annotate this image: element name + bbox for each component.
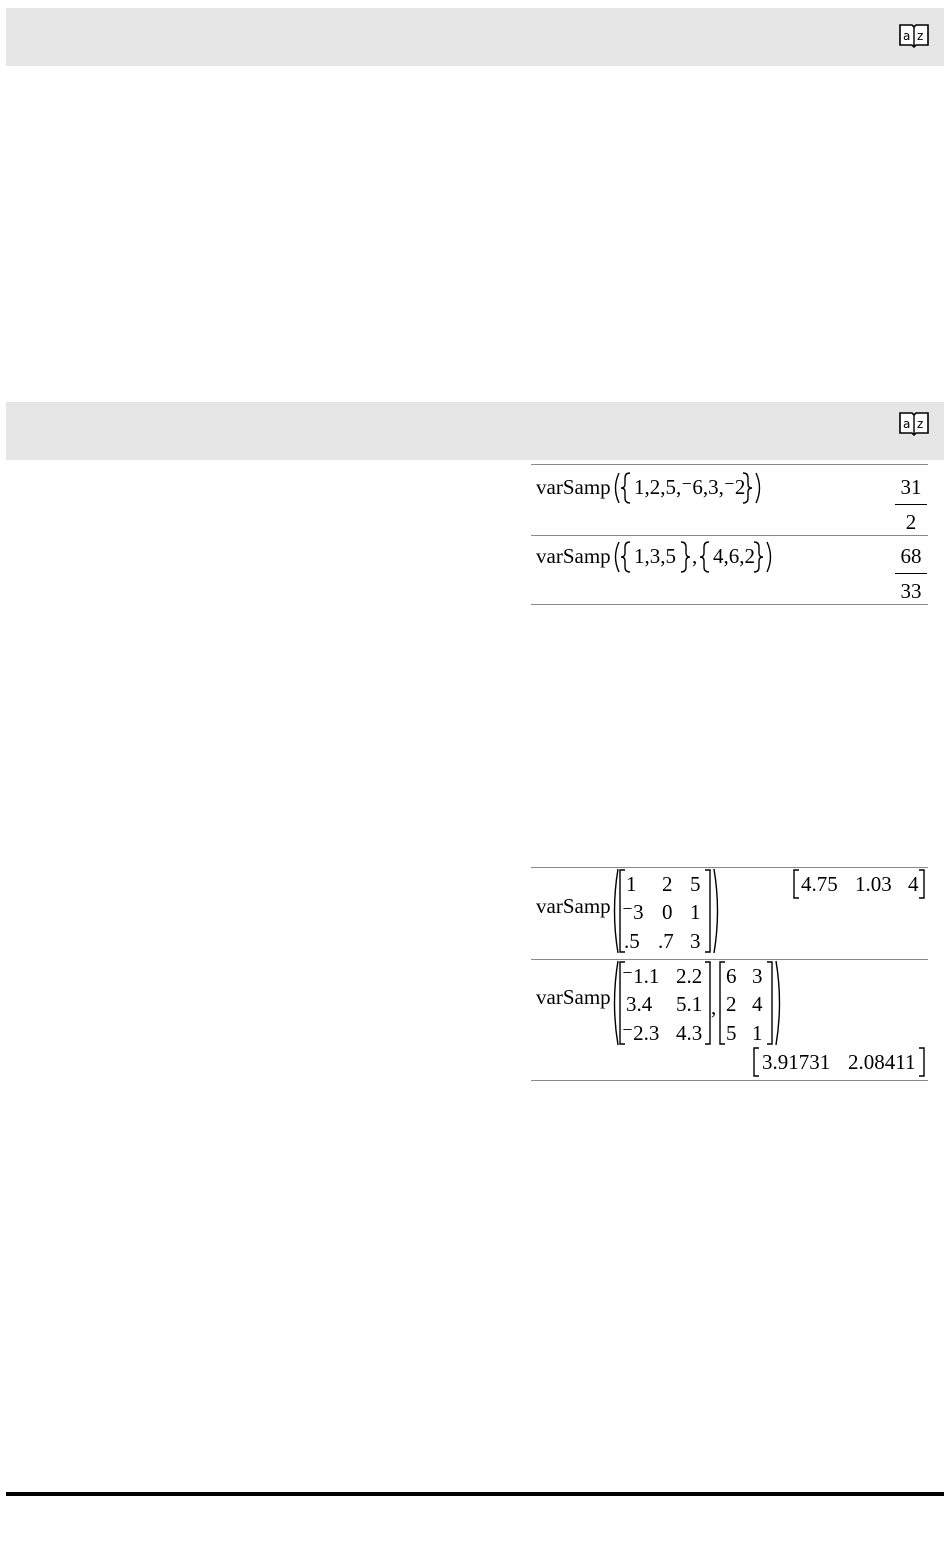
right-paren [754, 472, 764, 504]
section-header-band [6, 8, 944, 66]
denominator: 2 [905, 510, 917, 534]
svg-text:z: z [917, 29, 924, 43]
left-brace [620, 541, 632, 573]
matrix-cell: 5 [726, 1021, 737, 1045]
list-a-elements: 1,3,5 [634, 544, 676, 568]
right-bracket [918, 869, 926, 899]
right-paren [712, 868, 722, 954]
right-bracket [766, 961, 774, 1045]
matrix-cell: 1 [752, 1021, 763, 1045]
right-bracket [918, 1047, 926, 1077]
function-name: varSamp [536, 894, 611, 918]
result-cell: 2.08411 [848, 1050, 916, 1074]
right-bracket [704, 869, 712, 953]
separator: , [711, 995, 717, 1019]
numerator: 31 [895, 474, 927, 505]
matrix-cell: 2 [662, 872, 673, 896]
function-name: varSamp [536, 475, 611, 499]
matrix-cell: ⁻1.1 [622, 964, 660, 988]
matrix-cell: ⁻2.3 [622, 1021, 660, 1045]
denominator: 33 [900, 579, 922, 603]
book-icon [898, 410, 930, 436]
matrix-cell: 3 [752, 964, 763, 988]
matrix-cell: 4 [752, 992, 763, 1016]
matrix-cell: 4.3 [676, 1021, 703, 1045]
left-bracket [718, 961, 726, 1045]
matrix-cell: 6 [726, 964, 737, 988]
matrix-cell: .5 [624, 929, 640, 953]
numerator: 68 [895, 543, 927, 574]
divider [531, 867, 928, 868]
right-paren [774, 960, 784, 1046]
matrix-cell: 0 [662, 900, 673, 924]
function-name: varSamp [536, 985, 611, 1009]
right-brace [741, 472, 753, 504]
matrix-cell: 1 [690, 900, 701, 924]
divider [531, 464, 928, 465]
matrix-cell: 5.1 [676, 992, 703, 1016]
matrix-cell: 1 [626, 872, 637, 896]
divider [531, 535, 928, 536]
right-brace [752, 541, 764, 573]
result-cell: 3.91731 [762, 1050, 831, 1074]
svg-text:a: a [903, 29, 911, 43]
left-brace [620, 472, 632, 504]
svg-text:a: a [903, 417, 911, 431]
footer-rule [6, 1492, 944, 1496]
matrix-cell: 2.2 [676, 964, 703, 988]
book-icon [898, 22, 930, 48]
divider [531, 604, 928, 605]
divider [531, 1080, 928, 1081]
result-fraction [895, 543, 927, 604]
result-cell: 4.75 [801, 872, 838, 896]
left-bracket [792, 869, 800, 899]
svg-text:z: z [917, 417, 924, 431]
matrix-cell: ⁻3 [622, 900, 644, 924]
left-brace [699, 541, 711, 573]
result-fraction [895, 474, 927, 535]
matrix-cell: 2 [726, 992, 737, 1016]
list-elements: 1,2,5,⁻6,3,⁻2 [634, 475, 746, 499]
expression [536, 544, 611, 568]
expression [536, 475, 611, 499]
result-cell: 1.03 [855, 872, 892, 896]
separator: , [692, 544, 698, 568]
section-header-band [6, 402, 944, 460]
matrix-cell: .7 [658, 929, 674, 953]
right-paren [765, 541, 775, 573]
matrix-cell: 3.4 [626, 992, 653, 1016]
matrix-cell: 3 [690, 929, 701, 953]
left-bracket [752, 1047, 760, 1077]
list-b-elements: 4,6,2 [713, 544, 755, 568]
divider [531, 959, 928, 960]
right-brace [679, 541, 691, 573]
result-cell: 4 [908, 872, 919, 896]
matrix-cell: 5 [690, 872, 701, 896]
function-name: varSamp [536, 544, 611, 568]
